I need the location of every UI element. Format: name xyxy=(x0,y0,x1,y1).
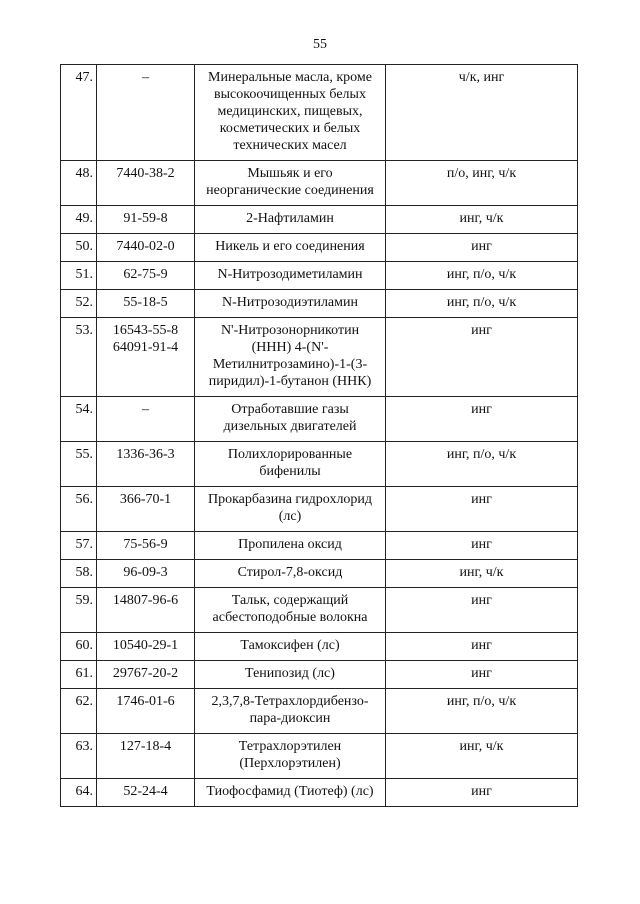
row-number: 47. xyxy=(61,65,97,161)
exposure-route: п/о, инг, ч/к xyxy=(386,161,578,206)
cas-number: 1336-36-3 xyxy=(116,447,175,462)
table-row xyxy=(61,734,578,779)
cas-number: – xyxy=(142,70,149,85)
substance-name-line: дизельных двигателей xyxy=(223,419,357,434)
cas-number: – xyxy=(142,402,149,417)
substance-name-line: (ННН) 4-(N'- xyxy=(251,340,329,355)
row-number: 52. xyxy=(61,290,97,318)
substance-name-line: неорганические соединения xyxy=(206,183,374,198)
cas-number-cell xyxy=(97,65,195,161)
cas-number-cell xyxy=(97,734,195,779)
cas-number-cell xyxy=(97,560,195,588)
exposure-route: инг xyxy=(386,532,578,560)
table-row xyxy=(61,397,578,442)
substance-name-line: асбестоподобные волокна xyxy=(212,610,368,625)
substance-name-line: Минеральные масла, кроме xyxy=(208,70,372,85)
substance-name-line: Отработавшие газы xyxy=(231,402,349,417)
row-number: 54. xyxy=(61,397,97,442)
row-number: 59. xyxy=(61,588,97,633)
substance-name-cell xyxy=(195,633,386,661)
table-row xyxy=(61,588,578,633)
cas-number: 96-09-3 xyxy=(123,565,168,580)
table-row xyxy=(61,779,578,807)
row-number: 55. xyxy=(61,442,97,487)
table-row xyxy=(61,290,578,318)
table-row xyxy=(61,65,578,161)
table-row xyxy=(61,487,578,532)
row-number: 53. xyxy=(61,318,97,397)
cas-number-cell xyxy=(97,442,195,487)
exposure-route: инг, ч/к xyxy=(386,734,578,779)
cas-number: 29767-20-2 xyxy=(112,666,179,681)
exposure-route: инг xyxy=(386,779,578,807)
substance-name-line: Тетрахлорэтилен xyxy=(238,739,342,754)
table-row xyxy=(61,234,578,262)
substance-name-line: (Перхлорэтилен) xyxy=(239,756,341,771)
cas-number: 366-70-1 xyxy=(119,492,172,507)
substance-name-line: N-Нитрозодиметиламин xyxy=(217,267,363,282)
substance-name-cell xyxy=(195,661,386,689)
cas-number: 14807-96-6 xyxy=(112,593,179,608)
exposure-route: инг, п/о, ч/к xyxy=(386,290,578,318)
exposure-route: ч/к, инг xyxy=(386,65,578,161)
substance-name-cell xyxy=(195,318,386,397)
cas-number: 91-59-8 xyxy=(123,211,168,226)
cas-number: 7440-38-2 xyxy=(116,166,175,181)
substance-name-line: бифенилы xyxy=(259,464,321,479)
substance-name-line: Никель и его соединения xyxy=(215,239,365,254)
table-row xyxy=(61,560,578,588)
substance-name-cell xyxy=(195,779,386,807)
cas-number: 1746-01-6 xyxy=(116,694,175,709)
exposure-route: инг xyxy=(386,234,578,262)
substance-name-cell xyxy=(195,560,386,588)
table-row xyxy=(61,442,578,487)
row-number: 60. xyxy=(61,633,97,661)
substance-name-line: Тенипозид (лс) xyxy=(245,666,335,681)
row-number: 48. xyxy=(61,161,97,206)
substance-name-cell xyxy=(195,161,386,206)
substance-name-cell xyxy=(195,442,386,487)
cas-number-cell xyxy=(97,532,195,560)
substance-name-line: Мышьяк и его xyxy=(247,166,333,181)
cas-number: 10540-29-1 xyxy=(112,638,179,653)
cas-number-cell xyxy=(97,487,195,532)
page-number: 55 xyxy=(313,37,327,52)
cas-number: 16543-55-8 xyxy=(112,323,179,338)
table-row xyxy=(61,689,578,734)
cas-number-cell xyxy=(97,234,195,262)
substance-name-cell xyxy=(195,689,386,734)
table-row xyxy=(61,161,578,206)
substances-table xyxy=(60,64,578,807)
substance-name-line: Тамоксифен (лс) xyxy=(240,638,340,653)
cas-number-cell xyxy=(97,161,195,206)
substance-name-line: 2,3,7,8-Тетрахлордибензо- xyxy=(211,694,369,709)
table-row xyxy=(61,633,578,661)
row-number: 49. xyxy=(61,206,97,234)
substance-name-line: Тиофосфамид (Тиотеф) (лс) xyxy=(206,784,374,799)
row-number: 62. xyxy=(61,689,97,734)
substance-name-cell xyxy=(195,234,386,262)
cas-number: 62-75-9 xyxy=(123,267,168,282)
substance-name-cell xyxy=(195,290,386,318)
substance-name-cell xyxy=(195,65,386,161)
exposure-route: инг xyxy=(386,318,578,397)
exposure-route: инг, ч/к xyxy=(386,206,578,234)
substance-name-cell xyxy=(195,734,386,779)
substance-name-line: медицинских, пищевых, xyxy=(217,104,363,119)
substance-name-line: технических масел xyxy=(233,138,347,153)
substance-name-line: пара-диоксин xyxy=(249,711,331,726)
exposure-route: инг xyxy=(386,487,578,532)
cas-number: 52-24-4 xyxy=(123,784,168,799)
substance-name-cell xyxy=(195,206,386,234)
exposure-route: инг, п/о, ч/к xyxy=(386,689,578,734)
exposure-route: инг xyxy=(386,588,578,633)
table-row xyxy=(61,318,578,397)
row-number: 56. xyxy=(61,487,97,532)
exposure-route: инг xyxy=(386,397,578,442)
cas-number-cell xyxy=(97,397,195,442)
substance-name-line: высокоочищенных белых xyxy=(214,87,366,102)
table-row xyxy=(61,262,578,290)
cas-number-cell xyxy=(97,318,195,397)
substance-name-cell xyxy=(195,397,386,442)
exposure-route: инг, ч/к xyxy=(386,560,578,588)
row-number: 57. xyxy=(61,532,97,560)
substance-name-line: Метилнитрозамино)-1-(3- xyxy=(212,357,368,372)
exposure-route: инг xyxy=(386,633,578,661)
cas-number-cell xyxy=(97,779,195,807)
cas-number-cell xyxy=(97,588,195,633)
cas-number-cell xyxy=(97,633,195,661)
substance-name-cell xyxy=(195,487,386,532)
substance-name-line: косметических и белых xyxy=(219,121,361,136)
substance-name-line: Полихлорированные xyxy=(227,447,353,462)
exposure-route: инг, п/о, ч/к xyxy=(386,442,578,487)
cas-number: 7440-02-0 xyxy=(116,239,175,254)
substance-name-line: 2-Нафтиламин xyxy=(246,211,334,226)
substance-name-cell xyxy=(195,588,386,633)
substance-name-cell xyxy=(195,262,386,290)
row-number: 50. xyxy=(61,234,97,262)
cas-number-cell xyxy=(97,689,195,734)
substance-name-line: N'-Нитрозонорникотин xyxy=(220,323,360,338)
cas-number: 75-56-9 xyxy=(123,537,168,552)
exposure-route: инг, п/о, ч/к xyxy=(386,262,578,290)
cas-number: 64091-91-4 xyxy=(112,340,179,355)
substance-name-line: Тальк, содержащий xyxy=(231,593,349,608)
cas-number: 127-18-4 xyxy=(119,739,172,754)
substance-name-line: N-Нитрозодиэтиламин xyxy=(222,295,358,310)
table-row xyxy=(61,661,578,689)
substance-name-line: пиридил)-1-бутанон (ННК) xyxy=(208,374,372,389)
cas-number-cell xyxy=(97,206,195,234)
row-number: 51. xyxy=(61,262,97,290)
row-number: 58. xyxy=(61,560,97,588)
row-number: 63. xyxy=(61,734,97,779)
substance-name-line: Стирол-7,8-оксид xyxy=(237,565,343,580)
substance-name-line: Пропилена оксид xyxy=(238,537,342,552)
substances-table-body xyxy=(61,65,578,807)
table-row xyxy=(61,532,578,560)
row-number: 61. xyxy=(61,661,97,689)
cas-number-cell xyxy=(97,262,195,290)
substance-name-line: (лс) xyxy=(278,509,302,524)
exposure-route: инг xyxy=(386,661,578,689)
cas-number-cell xyxy=(97,290,195,318)
substance-name-cell xyxy=(195,532,386,560)
cas-number: 55-18-5 xyxy=(123,295,168,310)
row-number: 64. xyxy=(61,779,97,807)
table-row xyxy=(61,206,578,234)
substance-name-line: Прокарбазина гидрохлорид xyxy=(207,492,373,507)
cas-number-cell xyxy=(97,661,195,689)
